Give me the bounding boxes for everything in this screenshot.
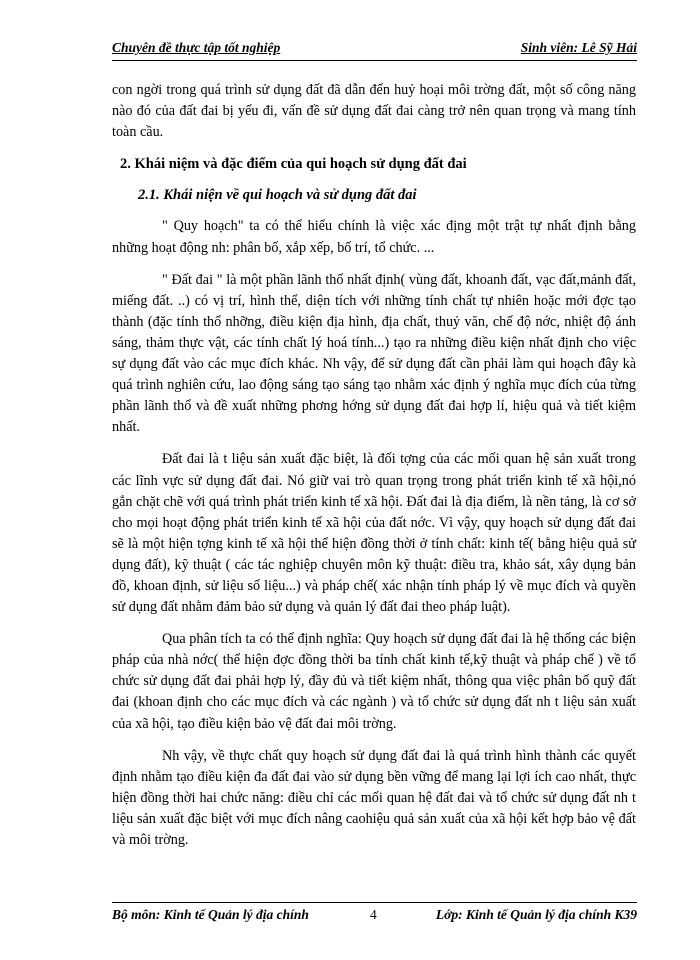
paragraph-conclusion: Nh vậy, về thực chất quy hoạch sử dụng đất đai là quá trình hình thành các quyết định nhằm tạo điều kiện đa đất đai vào sử dụng bền vững để mang lại lợi ích cao nhất, thực hiện đồng thời hai chức năng: điều chỉ các mối quan hệ đất đai và tổ chức sử dụng đất nh t liệu sản xuất đặc biệt với mục đích nâng caohiệu quả sản xuất của xã hội kết hợp bảo vệ đất và môi trờng. [112, 747, 636, 848]
subsection-heading: 2.1. Khái niện về qui hoạch và sử dụng đất đai [138, 187, 417, 204]
paragraph-land-role: Đất đai là t liệu sản xuất đặc biệt, là đối tợng của các mối quan hệ sản xuất trong các lĩnh vực sử dụng đất đai. Nó giữ vai trò quan trọng trong phát triển kinh tế xã hội,nó gắn chặt chẽ với quá trình phát triển kinh tế xã hội. Đất đai là địa điểm, là nền tảng, là cơ sở cho mọi hoạt động phát triển kinh tế xã hội của đất nớc. Vì vậy, quy hoạch sử dụng đất đai sẽ là một hiện tợng kinh tế xã hội thể hiện đồng thời ở tính chất: kinh tế( bằng hiệu quả sử dụng đất), kỹ thuật ( các tác nghiệp chuyên môn kỹ thuật: điều tra, khảo sát, xây dụng bản đồ, khoan định, sử liệu số liệu...) và pháp chế( xác nhận tính pháp lý về mục đích và quyền sử dụng đất nhằm đảm bảo sử dụng và quản lý đất đai theo pháp luật). [112, 451, 636, 616]
page-footer [112, 902, 637, 925]
page-number: 4 [370, 907, 377, 922]
paragraph-planning-definition: " Quy hoạch" ta có thể hiểu chính là việc xác địng một trật tự nhất định bằng những hoạt động nh: phân bố, xắp xếp, bố trí, tổ chức. ... [112, 218, 636, 256]
footer-department: Bộ môn: Kinh tế Quản lý địa chính [112, 907, 309, 922]
header-author: Sinh viên: Lê Sỹ Hải [520, 40, 637, 55]
paragraph-continued: con ngời trong quá trình sử dụng đất đã dẫn đến huỷ hoại môi trờng đất, một số công năng nào đó của đất đai bị yếu đi, vấn đề sử dụng đất đai càng trở nên quan trọng và mang tính toàn cầu. [112, 82, 636, 141]
section-heading: 2. Khái niệm và đặc điểm của qui hoạch sử dụng đất đai [120, 156, 467, 173]
paragraph-land-use-planning-definition: Qua phân tích ta có thể định nghĩa: Quy hoạch sử dụng đất đai là hệ thống các biện pháp của nhà nớc( thể hiện đợc đồng thời ba tính chất kinh tế,kỹ thuật và pháp chế ) về tổ chức sử dụng đất đai phải hợp lý, đầy đủ và tiết kiệm nhất, thông qua việc phân bố quỹ đất đai (khoan định cho các mục đích và các ngành ) và tổ chức sử dụng đất nh t liệu sản xuất của xã hội, tạo điều kiện bảo vệ đất đai môi trờng. [112, 631, 636, 732]
paragraph-land-definition: " Đất đai " là một phần lãnh thổ nhất định( vùng đất, khoanh đất, vạc đất,mảnh đất, miếng đất. ..) có vị trí, hình thể, diện tích với những tính chất tự nhiên hoặc mới đợc tạo thành (đặc tính thổ nhỡng, điều kiện địa hình, địa chất, thuỷ văn, chế độ nớc, nhiệt độ ánh sáng, thảm thực vật, các tính chất lý hoá tính...) tạo ra những điều kiện nhất định cho việc sự dụng đất vào các mục đích khác. Nh vậy, để sử dụng đất cần phải làm qui hoạch đây kà quá trình nghiên cứu, lao động sáng tạo sáng tạo nhằm xác định ý nghĩa mục đích của từng phần lãnh thổ và đề xuất những phơng hớng sử dụng đất đai hợp lí, hiệu quả và tiết kiệm nhất. [112, 271, 636, 436]
footer-class: Lớp: Kinh tế Quản lý địa chính K39 [435, 907, 637, 922]
page-header [112, 38, 637, 61]
header-title: Chuyên đề thực tập tốt nghiệp [112, 40, 281, 55]
document-body [112, 80, 636, 862]
